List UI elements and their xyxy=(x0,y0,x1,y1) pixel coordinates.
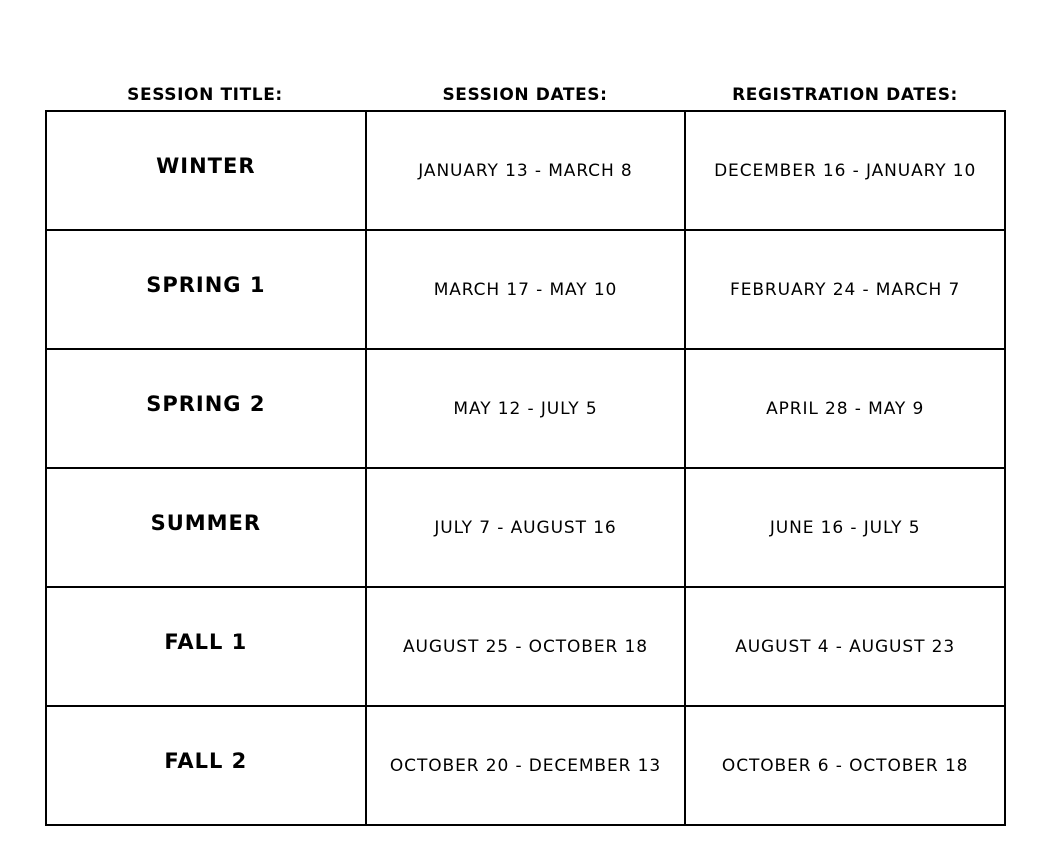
header-session-title: SESSION TITLE: xyxy=(127,85,283,105)
header-registration-dates: REGISTRATION DATES: xyxy=(732,85,958,105)
registration-dates-cell: JUNE 16 - JULY 5 xyxy=(685,468,1005,587)
registration-dates-cell: FEBRUARY 24 - MARCH 7 xyxy=(685,230,1005,349)
table-row xyxy=(46,706,1005,825)
table-row xyxy=(46,468,1005,587)
table-row xyxy=(46,230,1005,349)
session-title-cell: SUMMER xyxy=(46,468,366,587)
session-schedule-table xyxy=(45,110,1006,826)
registration-dates-cell: AUGUST 4 - AUGUST 23 xyxy=(685,587,1005,706)
registration-dates-cell: DECEMBER 16 - JANUARY 10 xyxy=(685,111,1005,230)
session-dates-cell: AUGUST 25 - OCTOBER 18 xyxy=(366,587,686,706)
table-row xyxy=(46,349,1005,468)
session-dates-cell: JANUARY 13 - MARCH 8 xyxy=(366,111,686,230)
session-title-cell: FALL 1 xyxy=(46,587,366,706)
session-dates-cell: MARCH 17 - MAY 10 xyxy=(366,230,686,349)
session-title-cell: WINTER xyxy=(46,111,366,230)
session-title-cell: SPRING 2 xyxy=(46,349,366,468)
session-dates-cell: MAY 12 - JULY 5 xyxy=(366,349,686,468)
session-dates-cell: JULY 7 - AUGUST 16 xyxy=(366,468,686,587)
session-dates-cell: OCTOBER 20 - DECEMBER 13 xyxy=(366,706,686,825)
table-row xyxy=(46,111,1005,230)
header-session-dates: SESSION DATES: xyxy=(442,85,608,105)
session-title-cell: FALL 2 xyxy=(46,706,366,825)
session-title-cell: SPRING 1 xyxy=(46,230,366,349)
registration-dates-cell: OCTOBER 6 - OCTOBER 18 xyxy=(685,706,1005,825)
registration-dates-cell: APRIL 28 - MAY 9 xyxy=(685,349,1005,468)
column-headers xyxy=(45,82,1005,108)
table-row xyxy=(46,587,1005,706)
